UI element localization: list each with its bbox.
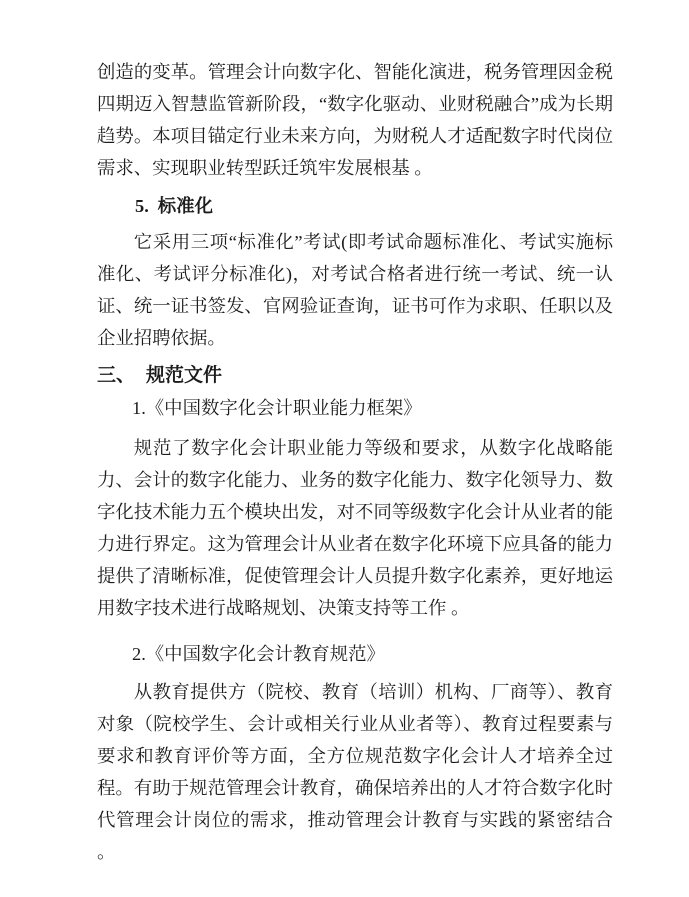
- intro-continuation-paragraph: 创造的变革。管理会计向数字化、智能化演进，税务管理因金税四期迈入智慧监管新阶段，“数字化驱动、业财税融合”成为长期趋势。本项目锚定行业未来方向，为财税人才适配数字时代岗位需求、实现职业转型跃迁筑牢发展根基 。: [97, 62, 613, 178]
- standardization-paragraph: 它采用三项“标准化”考试(即考试命题标准化、考试实施标准化、考试评分标准化)，对考试合格者进行统一考试、统一认证、统一证书签发、官网验证查询，证书可作为求职、任职以及企业招聘依据。: [97, 232, 613, 348]
- document-title-item-2: 2.《中国数字化会计教育规范》: [132, 644, 385, 664]
- heading-5-standardization: [97, 190, 613, 222]
- framework-description-paragraph: 规范了数字化会计职业能力等级和要求，从数字化战略能力、会计的数字化能力、业务的数字化能力、数字化领导力、数字化技术能力五个模块出发，对不同等级数字化会计从业者的能力进行界定。这为管理会计从业者在数字化环境下应具备的能力提供了清晰标准，促使管理会计人员提升数字化素养，更好地运用数字技术进行战略规划、决策支持等工作 。: [97, 438, 613, 618]
- section-heading-title: 规范文件: [146, 365, 223, 386]
- section-heading-number: 三、: [97, 365, 136, 386]
- education-standard-description-paragraph: 从教育提供方（院校、教育（培训）机构、厂商等）、教育对象（院校学生、会计或相关行业从业者等）、教育过程要素与要求和教育评价等方面，全方位规范数字化会计人才培养全过程。有助于规范管理会计教育，确保培养出的人才符合数字化时代管理会计岗位的需求，推动管理会计教育与实践的紧密结合 。: [97, 682, 613, 862]
- section-heading-normative-documents: [97, 360, 613, 392]
- document-title-item-1: 1.《中国数字化会计职业能力框架》: [132, 398, 422, 418]
- heading-5-title: 标准化: [157, 196, 213, 216]
- heading-5-number: 5.: [135, 196, 149, 216]
- document-text-block: [97, 56, 613, 868]
